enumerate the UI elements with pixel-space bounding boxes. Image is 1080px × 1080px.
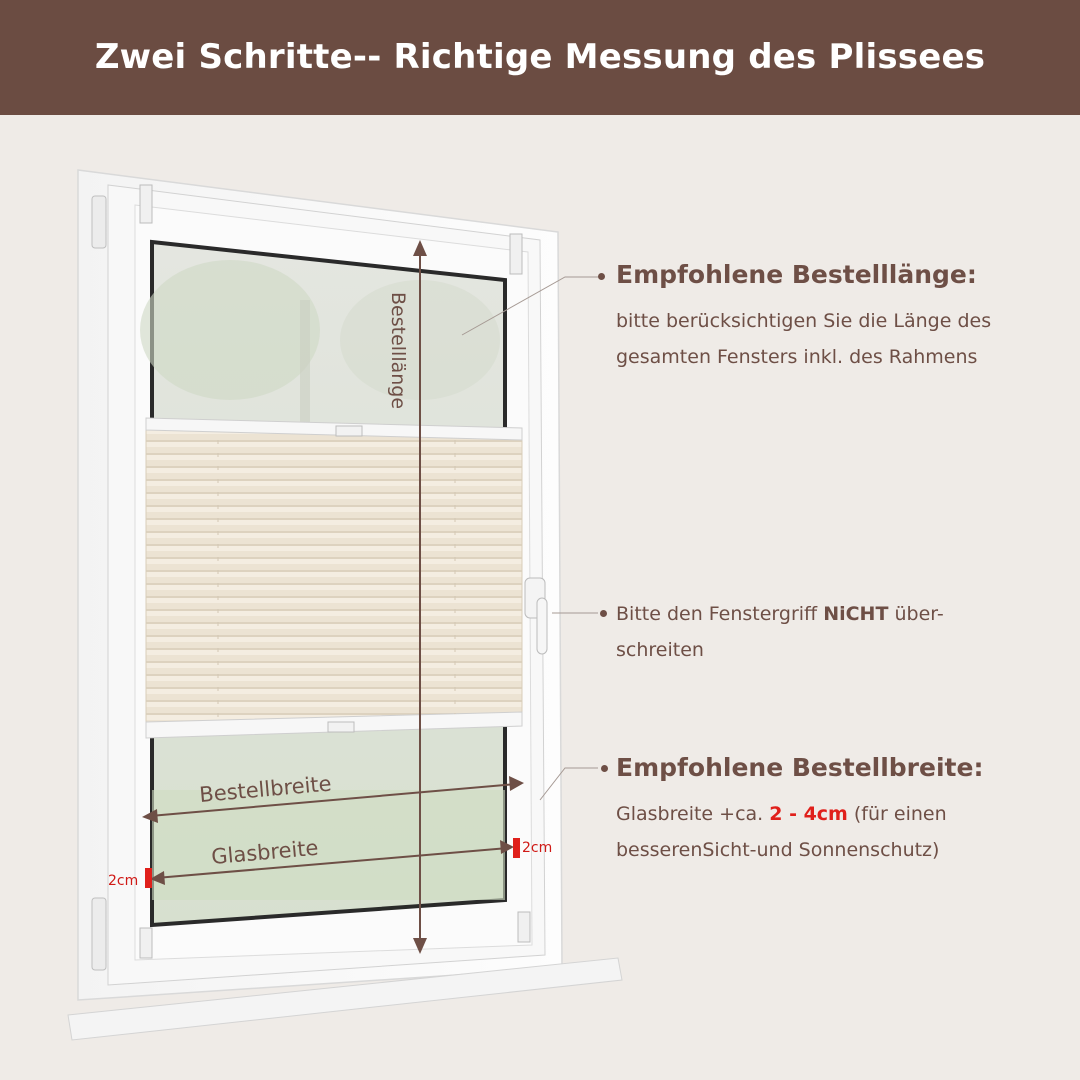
bullet-width bbox=[601, 765, 608, 772]
hinge-bottom bbox=[92, 898, 106, 970]
margin-label-left: 2cm bbox=[108, 873, 139, 889]
width-text-pre: Glasbreite +ca. bbox=[616, 803, 770, 825]
width-heading: Empfohlene Bestellbreite: bbox=[616, 753, 984, 782]
pleated-blind bbox=[146, 425, 522, 732]
handle-text-line2: schreiten bbox=[616, 639, 704, 661]
margin-label-right: 2cm bbox=[522, 840, 553, 856]
page-title: Zwei Schritte-- Richtige Messung des Plissees bbox=[94, 37, 986, 77]
length-text-line1: bitte berücksichtigen Sie die Länge des bbox=[616, 310, 992, 332]
handle-text-post: über- bbox=[888, 603, 944, 625]
margin-marker-right bbox=[513, 838, 520, 858]
width-text-line2: besserenSicht-und Sonnenschutz) bbox=[616, 839, 940, 861]
order-width-label: Bestellbreite bbox=[198, 771, 333, 807]
length-label: Bestelllänge bbox=[387, 292, 409, 410]
width-text-range: 2 - 4cm bbox=[769, 803, 848, 825]
width-text-line1 bbox=[616, 796, 947, 832]
glass-width-label: Glasbreite bbox=[210, 835, 320, 869]
handle-text-pre: Bitte den Fenstergriff bbox=[616, 603, 824, 625]
bullet-handle bbox=[600, 610, 607, 617]
hinge-top bbox=[92, 196, 106, 248]
bullet-length bbox=[598, 273, 605, 280]
handle-text-emphasis: NiCHT bbox=[823, 603, 889, 625]
length-text-line2: gesamten Fensters inkl. des Rahmens bbox=[616, 346, 978, 368]
width-text-post: (für einen bbox=[847, 803, 947, 825]
margin-marker-left bbox=[145, 868, 152, 888]
handle-text-line1 bbox=[616, 596, 944, 632]
length-heading: Empfohlene Bestelllänge: bbox=[616, 260, 977, 289]
